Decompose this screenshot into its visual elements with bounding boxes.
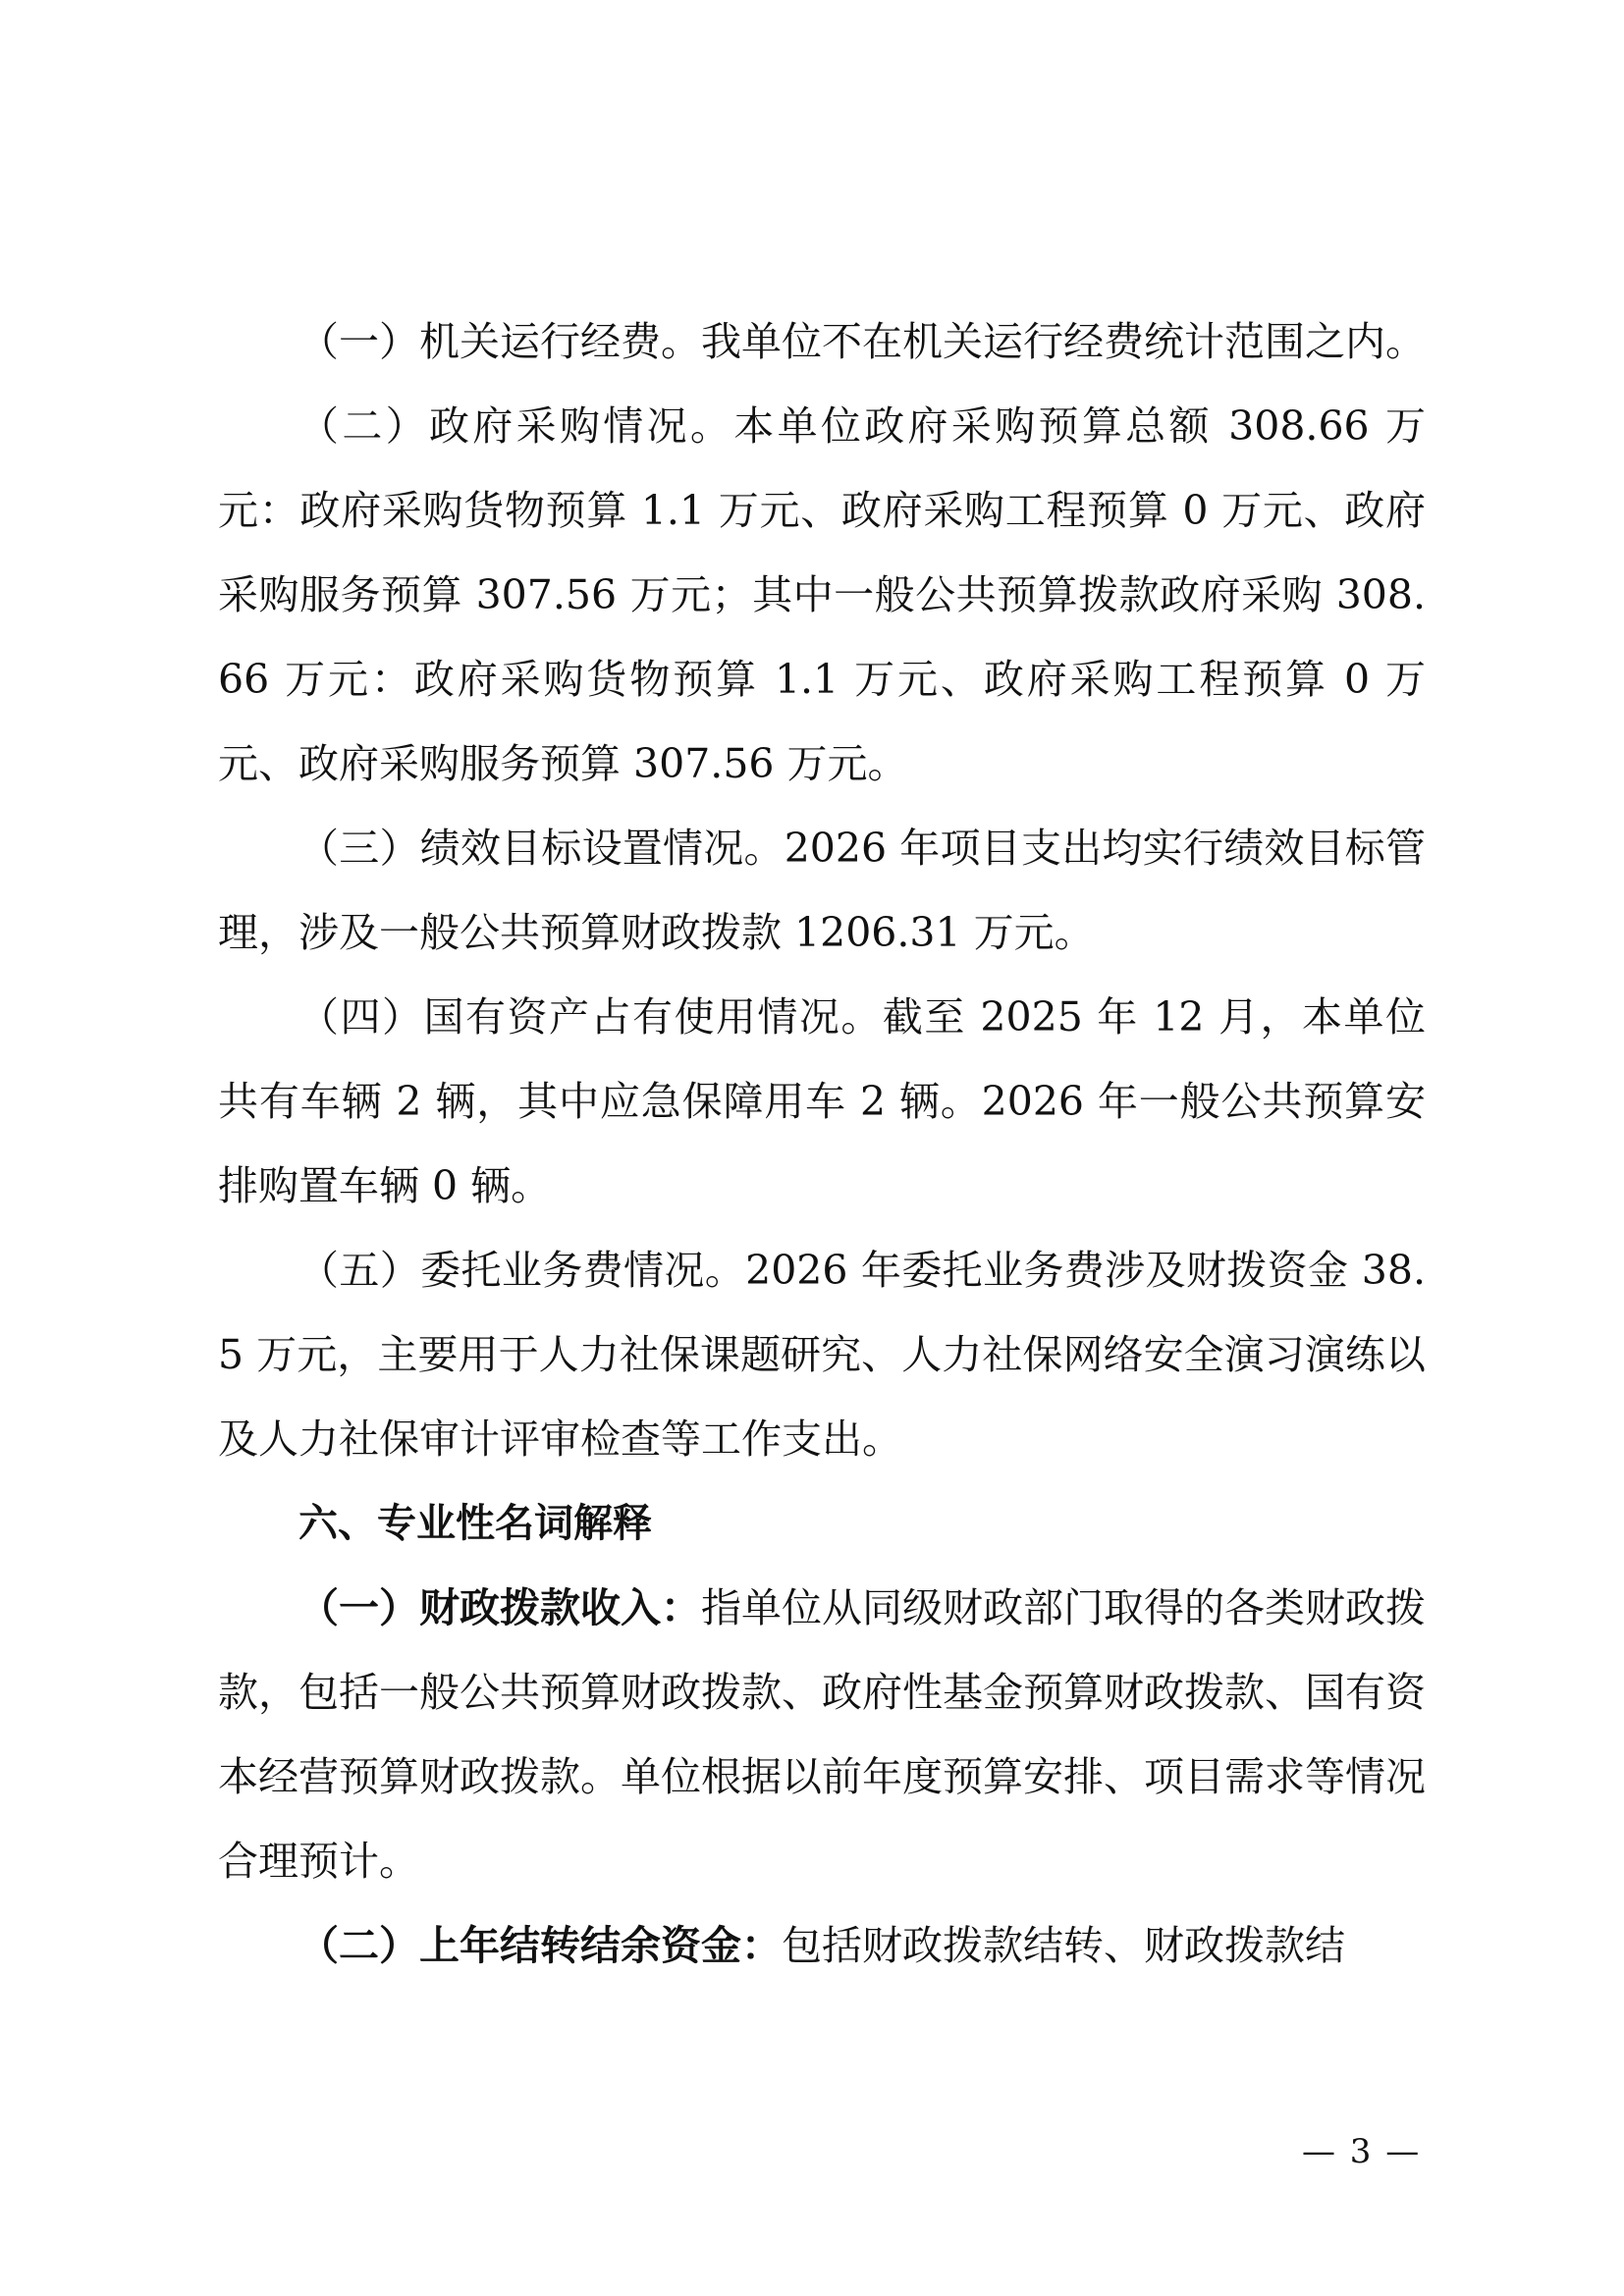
paragraph-performance-targets <box>218 806 1426 975</box>
paragraph-lead: （五）委托业务费情况。 <box>298 1247 746 1294</box>
paragraph-entrusted-business <box>218 1228 1426 1481</box>
paragraph-lead: （四）国有资产占有使用情况。 <box>298 993 883 1041</box>
paragraph-text: 2026 年项目支出均实行绩效目标管理，涉及一般公共预算财政拨款 1206.31 万元。 <box>218 825 1427 956</box>
definition-text: 指单位从同级财政部门取得的各类财政拨款，包括一般公共预算财政拨款、政府性基金预算财政拨款、国有资本经营预算财政拨款。单位根据以前年度预算安排、项目需求等情况合理预计。 <box>218 1584 1426 1885</box>
paragraph-text: 本单位政府采购预算总额 308.66 万元：政府采购货物预算 1.1 万元、政府采购工程预算 0 万元、政府采购服务预算 307.56 万元；其中一般公共预算拨款政府采购 308.66 万元：政府采购货物预算 1.1 万元、政府采购工程预算 0 万元、政府采购服务预算 307.56 万元。 <box>218 402 1426 787</box>
definition-text: 包括财政拨款结转、财政拨款结 <box>782 1922 1345 1969</box>
definition-carryover-funds <box>218 1903 1426 1988</box>
definition-term: （一）财政拨款收入： <box>298 1584 701 1631</box>
paragraph-lead: （二）政府采购情况。 <box>298 402 734 450</box>
page-number: — 3 — <box>1302 2132 1422 2171</box>
paragraph-lead: （三）绩效目标设置情况。 <box>298 825 785 872</box>
document-body <box>218 299 1426 1988</box>
definition-term: （二）上年结转结余资金： <box>298 1922 782 1969</box>
paragraph-state-assets <box>218 975 1426 1228</box>
paragraph-lead: （一）机关运行经费。 <box>298 318 701 365</box>
paragraph-text: 2026 年委托业务费涉及财拨资金 38.5 万元，主要用于人力社保课题研究、人力社保网络安全演习演练以及人力社保审计评审检查等工作支出。 <box>218 1247 1426 1463</box>
paragraph-operating-expenses <box>218 299 1426 384</box>
paragraph-text: 截至 2025 年 12 月，本单位共有车辆 2 辆，其中应急保障用车 2 辆。2026 年一般公共预算安排购置车辆 0 辆。 <box>218 993 1426 1209</box>
definition-fiscal-appropriation-income <box>218 1566 1426 1903</box>
paragraph-text: 我单位不在机关运行经费统计范围之内。 <box>701 318 1426 365</box>
paragraph-government-procurement <box>218 384 1426 806</box>
section-heading: 六、专业性名词解释 <box>298 1501 652 1546</box>
